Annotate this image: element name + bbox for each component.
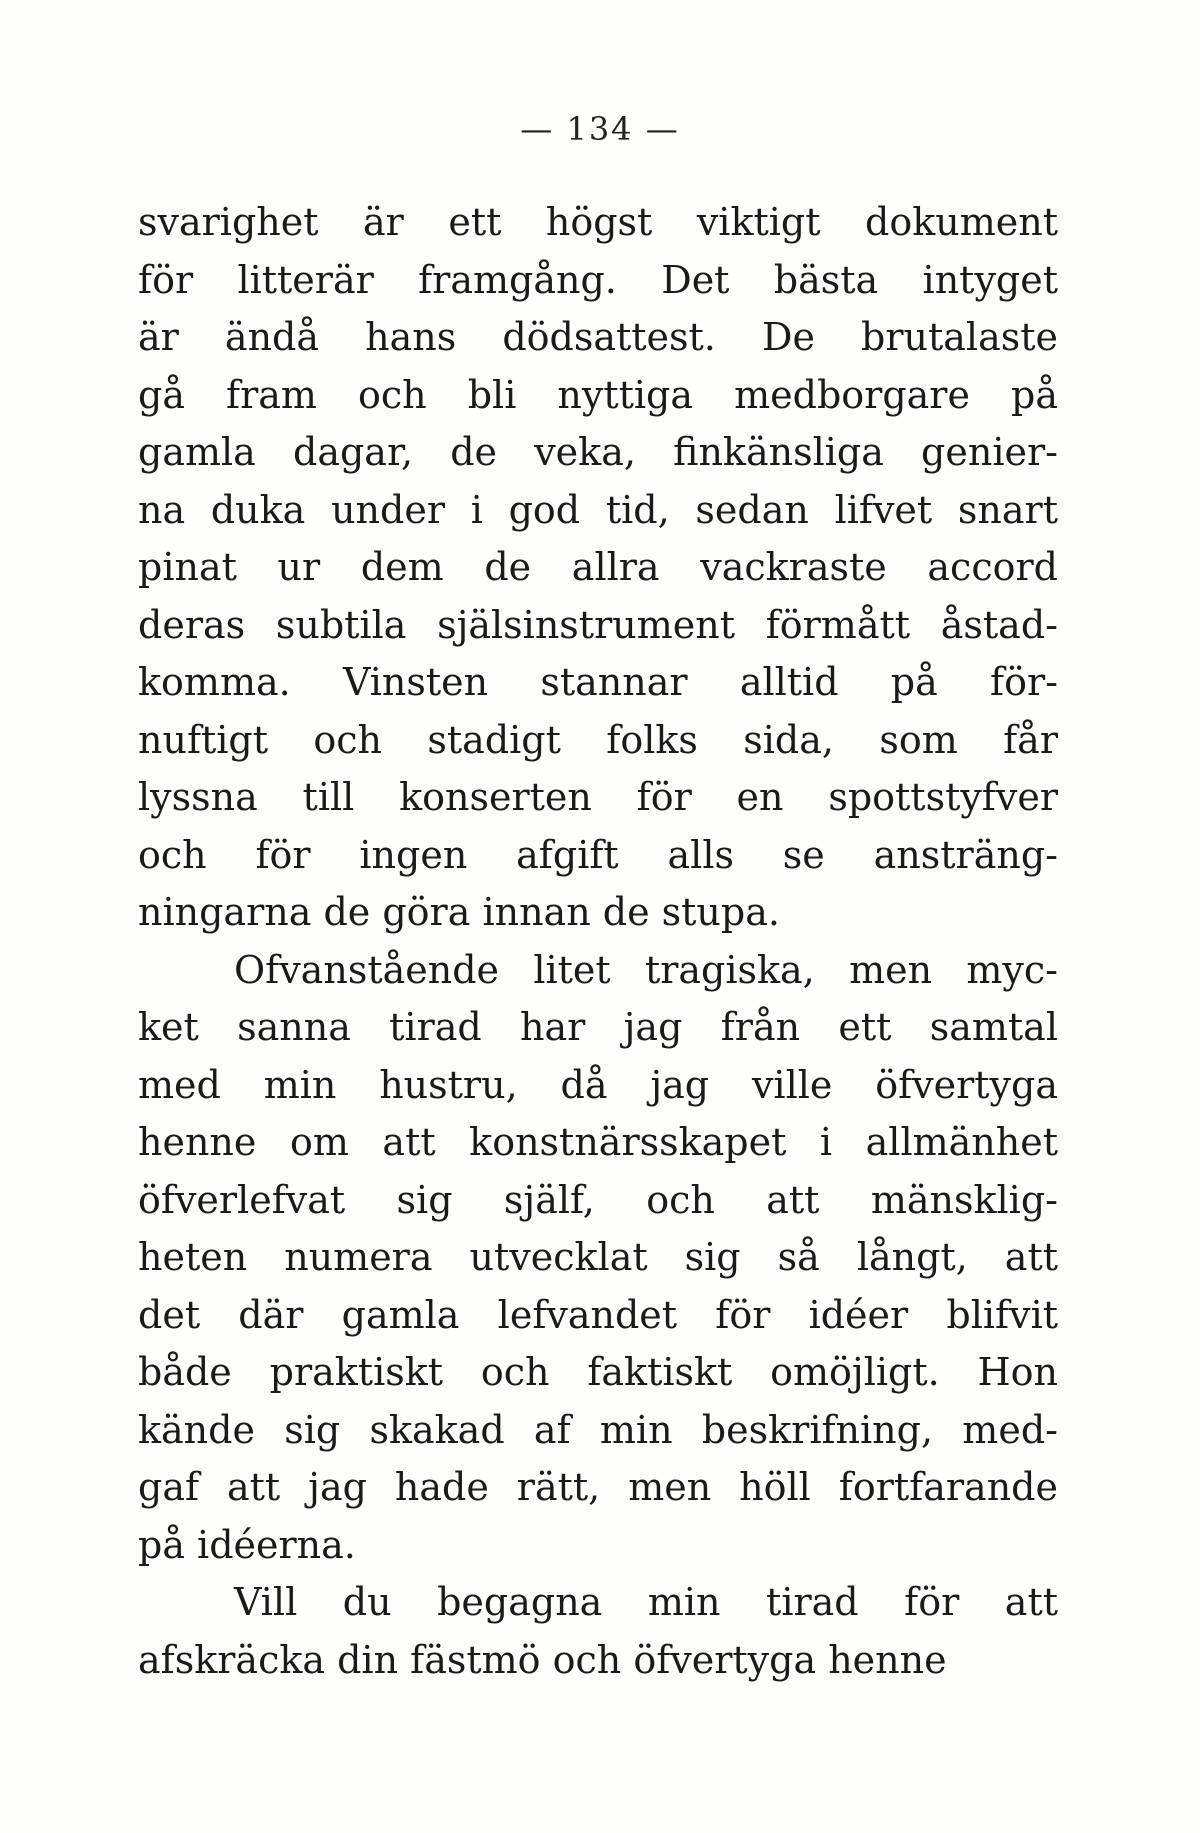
- text-line: och för ingen afgift alls se ansträng-: [138, 832, 1058, 877]
- text-line: öfverlefvat sig själf, och att mänsklig-: [138, 1177, 1058, 1222]
- text-line: för litterär framgång. Det bästa intyget: [138, 257, 1058, 302]
- text-line: gaf att jag hade rätt, men höll fortfarande: [138, 1465, 1058, 1509]
- text-line: komma. Vinsten stannar alltid på för-: [138, 660, 1058, 704]
- text-line: både praktiskt och faktiskt omöjligt. Hon: [138, 1350, 1058, 1394]
- body-text: [138, 194, 1058, 1689]
- text-line: deras subtila själsinstrument förmått åstad-: [138, 602, 1058, 647]
- text-line: heten numera utvecklat sig så långt, att: [138, 1235, 1058, 1279]
- text-line: svarighet är ett högst viktigt dokument: [138, 200, 1058, 244]
- text-line: det där gamla lefvandet för idéer blifvit: [138, 1292, 1058, 1337]
- text-line: gå fram och bli nyttiga medborgare på: [138, 372, 1058, 417]
- text-line: lyssna till konserten för en spottstyfver: [138, 775, 1058, 819]
- text-line: med min hustru, då jag ville öfvertyga: [138, 1062, 1058, 1107]
- text-line: kände sig skakad af min beskrifning, med-: [138, 1407, 1058, 1452]
- text-line: Vill du begagna min tirad för att: [234, 1580, 1058, 1624]
- text-line: nuftigt och stadigt folks sida, som får: [138, 717, 1058, 762]
- text-line: na duka under i god tid, sedan lifvet snart: [138, 487, 1058, 532]
- text-line: henne om att konstnärsskapet i allmänhet: [138, 1120, 1058, 1164]
- text-line: på idéerna.: [138, 1522, 356, 1567]
- text-line: ningarna de göra innan de stupa.: [138, 890, 780, 934]
- text-line: Ofvanstående litet tragiska, men myc-: [234, 947, 1058, 992]
- page-number: — 134 —: [520, 110, 680, 148]
- text-line: gamla dagar, de veka, finkänsliga genier-: [138, 430, 1058, 474]
- text-line: ket sanna tirad har jag från ett samtal: [138, 1005, 1058, 1049]
- text-line: pinat ur dem de allra vackraste accord: [138, 545, 1058, 589]
- text-line: är ändå hans dödsattest. De brutalaste: [138, 315, 1058, 359]
- text-line: afskräcka din fästmö och öfvertyga henne: [138, 1637, 947, 1682]
